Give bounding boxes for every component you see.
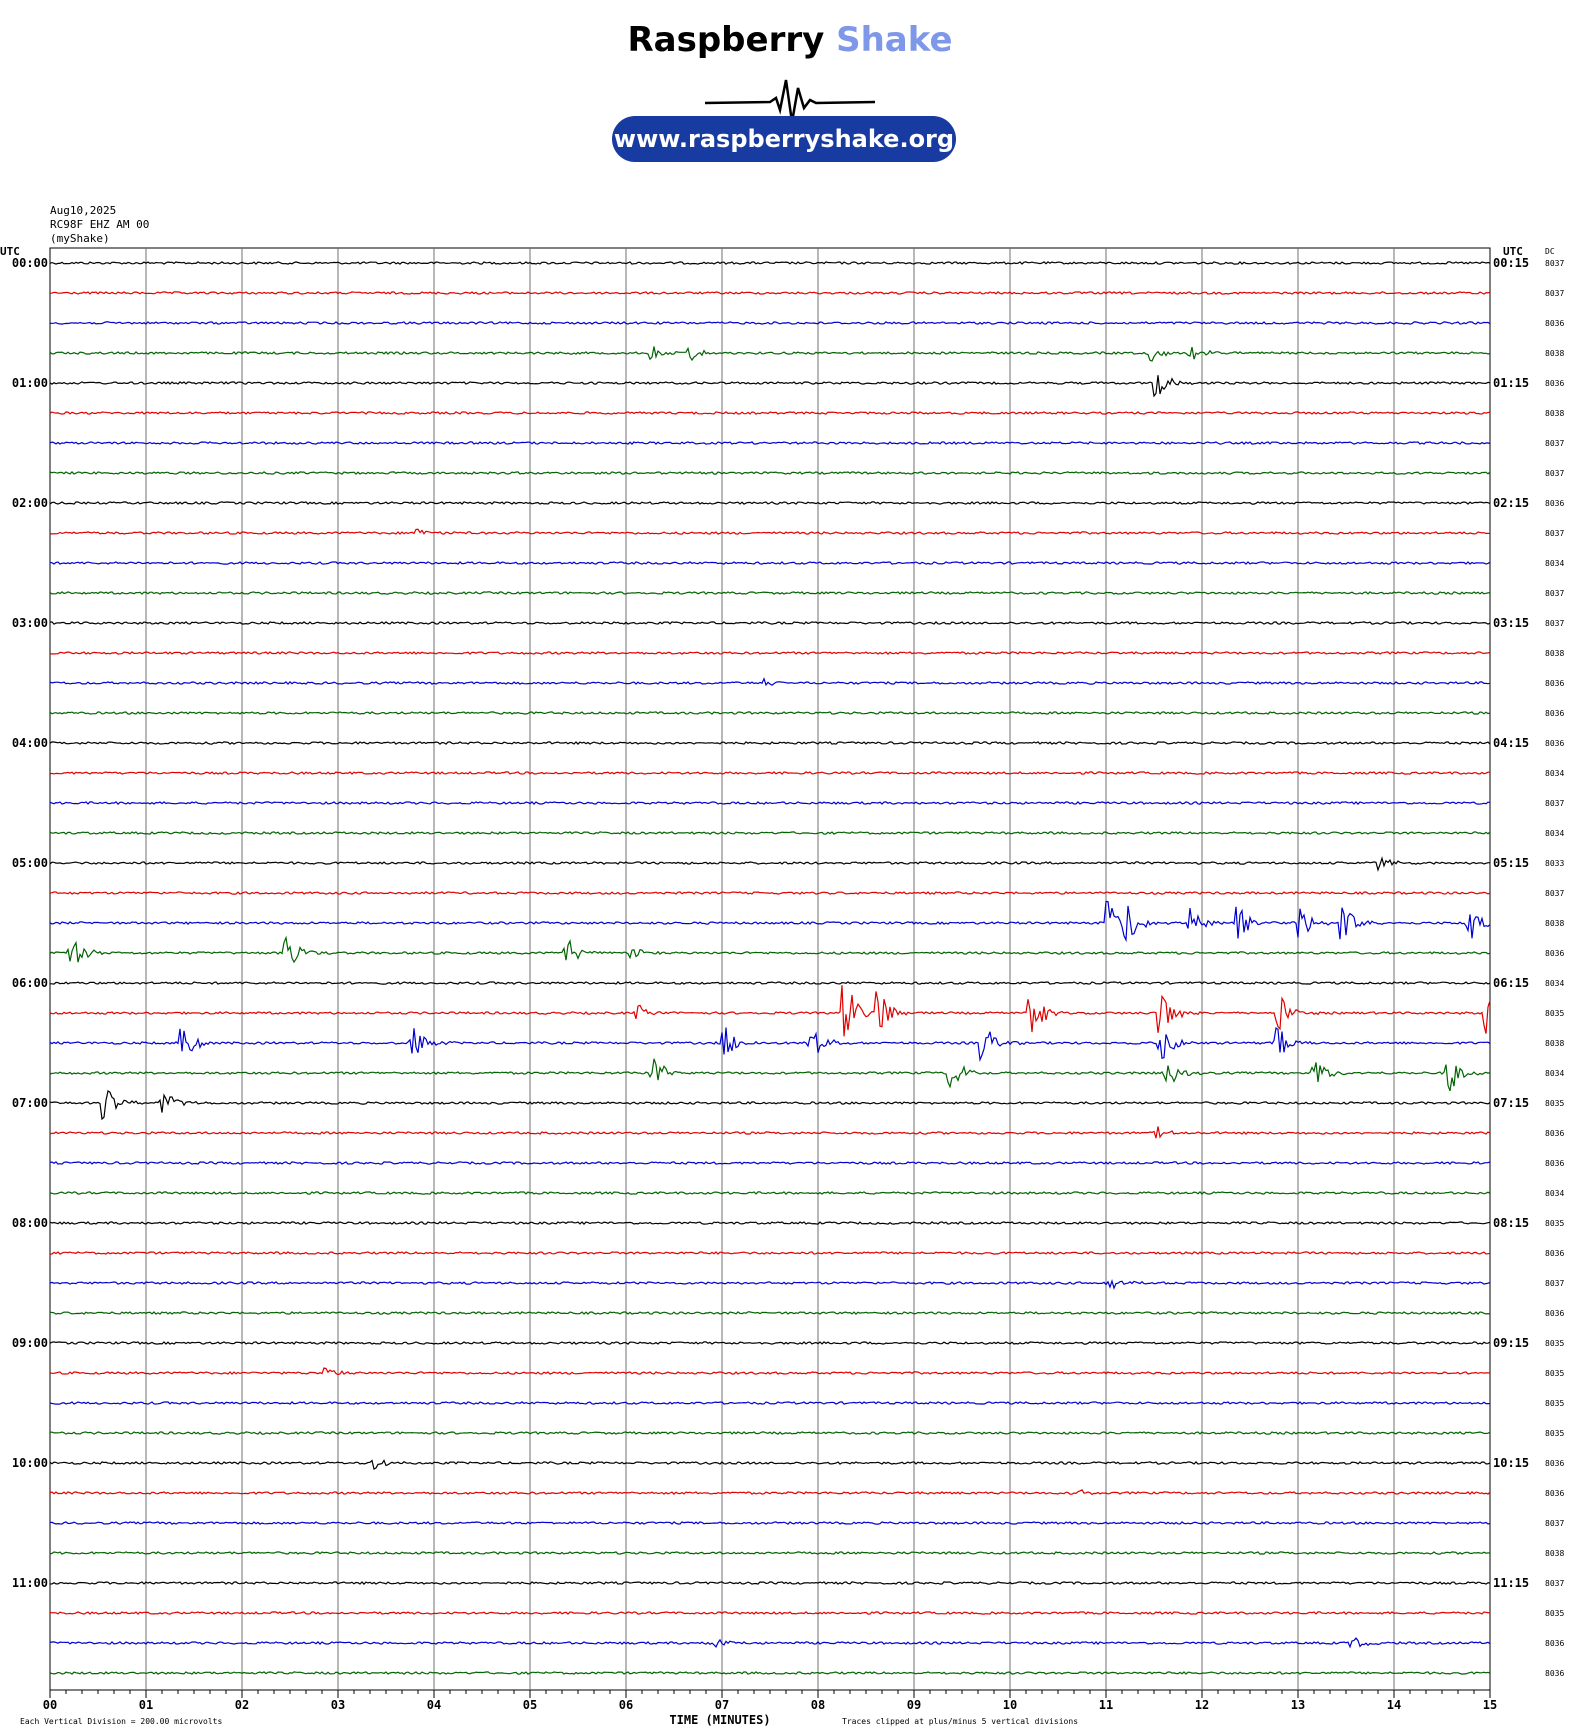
trace-line (50, 1522, 1490, 1524)
trace-line (50, 412, 1490, 414)
dc-offset-label: 8036 (1545, 709, 1565, 718)
network-label: (myShake) (50, 232, 110, 245)
trace-line (50, 712, 1490, 714)
dc-offset-label: 8037 (1545, 529, 1565, 538)
x-tick-label: 01 (138, 1698, 154, 1712)
trace-line (50, 802, 1490, 804)
left-time-label: 04:00 (11, 736, 48, 750)
dc-offset-label: 8035 (1545, 1399, 1565, 1408)
right-time-label: 00:15 (1493, 256, 1530, 270)
dc-offset-label: 8036 (1545, 739, 1565, 748)
x-tick-label: 11 (1098, 1698, 1114, 1712)
right-axis-label: UTC (1503, 245, 1523, 258)
dc-offset-label: 8037 (1545, 289, 1565, 298)
trace-line (50, 902, 1490, 940)
left-time-label: 08:00 (11, 1216, 48, 1230)
dc-offset-label: 8034 (1545, 559, 1565, 568)
dc-offset-label: 8037 (1545, 1519, 1565, 1528)
right-time-label: 03:15 (1493, 616, 1530, 630)
left-time-label: 05:00 (11, 856, 48, 870)
dc-offset-label: 8034 (1545, 769, 1565, 778)
trace-line (50, 1490, 1490, 1495)
trace-line (50, 375, 1490, 396)
x-tick-label: 08 (810, 1698, 826, 1712)
dc-offset-label: 8037 (1545, 1579, 1565, 1588)
trace-line (50, 1460, 1490, 1469)
trace-line (50, 442, 1490, 444)
x-tick-label: 07 (714, 1698, 730, 1712)
dc-offset-label: 8036 (1545, 679, 1565, 688)
x-axis-title: TIME (MINUTES) (669, 1713, 771, 1727)
right-time-label: 04:15 (1493, 736, 1530, 750)
trace-line (50, 679, 1490, 685)
x-tick-label: 10 (1002, 1698, 1018, 1712)
right-time-label: 08:15 (1493, 1216, 1530, 1230)
trace-line (50, 322, 1490, 324)
dc-offset-label: 8036 (1545, 499, 1565, 508)
dc-offset-label: 8037 (1545, 1279, 1565, 1288)
trace-line (50, 1252, 1490, 1254)
trace-line (50, 1368, 1490, 1375)
dc-offset-label: 8036 (1545, 1249, 1565, 1258)
dc-offset-label: 8036 (1545, 1489, 1565, 1498)
trace-line (50, 652, 1490, 654)
trace-line (50, 502, 1490, 504)
right-time-label: 11:15 (1493, 1576, 1530, 1590)
dc-offset-label: 8035 (1545, 1609, 1565, 1618)
station-label: RC98F EHZ AM 00 (50, 218, 150, 231)
dc-offset-label: 8034 (1545, 979, 1565, 988)
right-time-label: 06:15 (1493, 976, 1530, 990)
trace-line (50, 1028, 1490, 1060)
dc-offset-label: 8038 (1545, 349, 1565, 358)
dc-offset-label: 8034 (1545, 829, 1565, 838)
x-tick-label: 03 (330, 1698, 346, 1712)
right-time-label: 01:15 (1493, 376, 1530, 390)
right-time-label: 07:15 (1493, 1096, 1530, 1110)
right-time-label: 10:15 (1493, 1456, 1530, 1470)
x-tick-label: 02 (234, 1698, 250, 1712)
trace-line (50, 1059, 1490, 1091)
x-tick-label: 05 (522, 1698, 538, 1712)
date-label: Aug10,2025 (50, 204, 117, 217)
trace-line (50, 1402, 1490, 1404)
trace-line (50, 985, 1490, 1036)
dc-offset-label: 8037 (1545, 469, 1565, 478)
left-time-label: 07:00 (11, 1096, 48, 1110)
dc-offset-label: 8037 (1545, 799, 1565, 808)
dc-offset-label: 8035 (1545, 1429, 1565, 1438)
trace-line (50, 1091, 1490, 1119)
dc-offset-label: 8036 (1545, 379, 1565, 388)
dc-offset-label: 8035 (1545, 1099, 1565, 1108)
x-tick-label: 09 (906, 1698, 922, 1712)
dc-offset-label: 8037 (1545, 889, 1565, 898)
trace-line (50, 1672, 1490, 1674)
right-time-label: 05:15 (1493, 856, 1530, 870)
dc-offset-label: 8034 (1545, 1189, 1565, 1198)
trace-line (50, 1342, 1490, 1344)
dc-offset-label: 8038 (1545, 649, 1565, 658)
dc-offset-label: 8035 (1545, 1339, 1565, 1348)
trace-line (50, 292, 1490, 294)
dc-offset-label: 8037 (1545, 259, 1565, 268)
dc-offset-label: 8034 (1545, 1069, 1565, 1078)
trace-line (50, 1127, 1490, 1139)
trace-line (50, 1582, 1490, 1584)
left-time-label: 02:00 (11, 496, 48, 510)
right-time-label: 02:15 (1493, 496, 1530, 510)
brand-part2: Shake (836, 20, 953, 60)
dc-offset-label: 8036 (1545, 1669, 1565, 1678)
x-tick-label: 04 (426, 1698, 442, 1712)
x-tick-label: 06 (618, 1698, 634, 1712)
trace-line (50, 347, 1490, 362)
trace-line (50, 1552, 1490, 1554)
left-time-label: 00:00 (11, 256, 48, 270)
dc-offset-label: 8036 (1545, 1639, 1565, 1648)
trace-line (50, 1192, 1490, 1194)
trace-line (50, 772, 1490, 774)
trace-line (50, 1432, 1490, 1434)
trace-line (50, 262, 1490, 264)
left-time-label: 11:00 (11, 1576, 48, 1590)
trace-line (50, 622, 1490, 624)
dc-offset-label: 8036 (1545, 1129, 1565, 1138)
dc-offset-label: 8038 (1545, 1039, 1565, 1048)
dc-offset-label: 8035 (1545, 1369, 1565, 1378)
left-time-label: 10:00 (11, 1456, 48, 1470)
dc-offset-label: 8036 (1545, 1459, 1565, 1468)
trace-line (50, 472, 1490, 474)
website-url[interactable]: www.raspberryshake.org (612, 116, 956, 162)
left-axis-label: UTC (0, 245, 20, 258)
trace-line (50, 592, 1490, 594)
dc-offset-label: 8036 (1545, 949, 1565, 958)
dc-offset-label: 8036 (1545, 1159, 1565, 1168)
trace-line (50, 982, 1490, 984)
trace-line (50, 832, 1490, 834)
right-time-label: 09:15 (1493, 1336, 1530, 1350)
x-tick-label: 12 (1194, 1698, 1210, 1712)
dc-offset-label: 8037 (1545, 439, 1565, 448)
trace-line (50, 1222, 1490, 1224)
trace-line (50, 1162, 1490, 1164)
trace-line (50, 562, 1490, 564)
clip-note: Traces clipped at plus/minus 5 vertical divisions (842, 1717, 1079, 1726)
brand-part1: Raspberry (627, 20, 825, 60)
left-time-label: 01:00 (11, 376, 48, 390)
dc-offset-label: 8035 (1545, 1219, 1565, 1228)
trace-line (50, 529, 1490, 534)
left-time-label: 06:00 (11, 976, 48, 990)
dc-offset-label: 8037 (1545, 619, 1565, 628)
dc-header-label: DC (1545, 247, 1555, 256)
trace-line (50, 938, 1490, 963)
trace-line (50, 1638, 1490, 1647)
dc-offset-label: 8038 (1545, 409, 1565, 418)
division-note: Each Vertical Division = 200.00 microvolts (20, 1717, 223, 1726)
x-tick-label: 14 (1386, 1698, 1402, 1712)
trace-line (50, 858, 1490, 870)
dc-offset-label: 8037 (1545, 589, 1565, 598)
trace-line (50, 1612, 1490, 1614)
plot-frame (50, 248, 1490, 1690)
dc-offset-label: 8038 (1545, 1549, 1565, 1558)
x-tick-label: 13 (1290, 1698, 1306, 1712)
trace-line (50, 892, 1490, 894)
dc-offset-label: 8036 (1545, 319, 1565, 328)
dc-offset-label: 8033 (1545, 859, 1565, 868)
dc-offset-label: 8035 (1545, 1009, 1565, 1018)
x-tick-label: 00 (42, 1698, 58, 1712)
x-tick-label: 15 (1482, 1698, 1498, 1712)
trace-line (50, 742, 1490, 744)
left-time-label: 09:00 (11, 1336, 48, 1350)
trace-line (50, 1312, 1490, 1314)
trace-line (50, 1281, 1490, 1288)
dc-offset-label: 8038 (1545, 919, 1565, 928)
dc-offset-label: 8036 (1545, 1309, 1565, 1318)
left-time-label: 03:00 (11, 616, 48, 630)
